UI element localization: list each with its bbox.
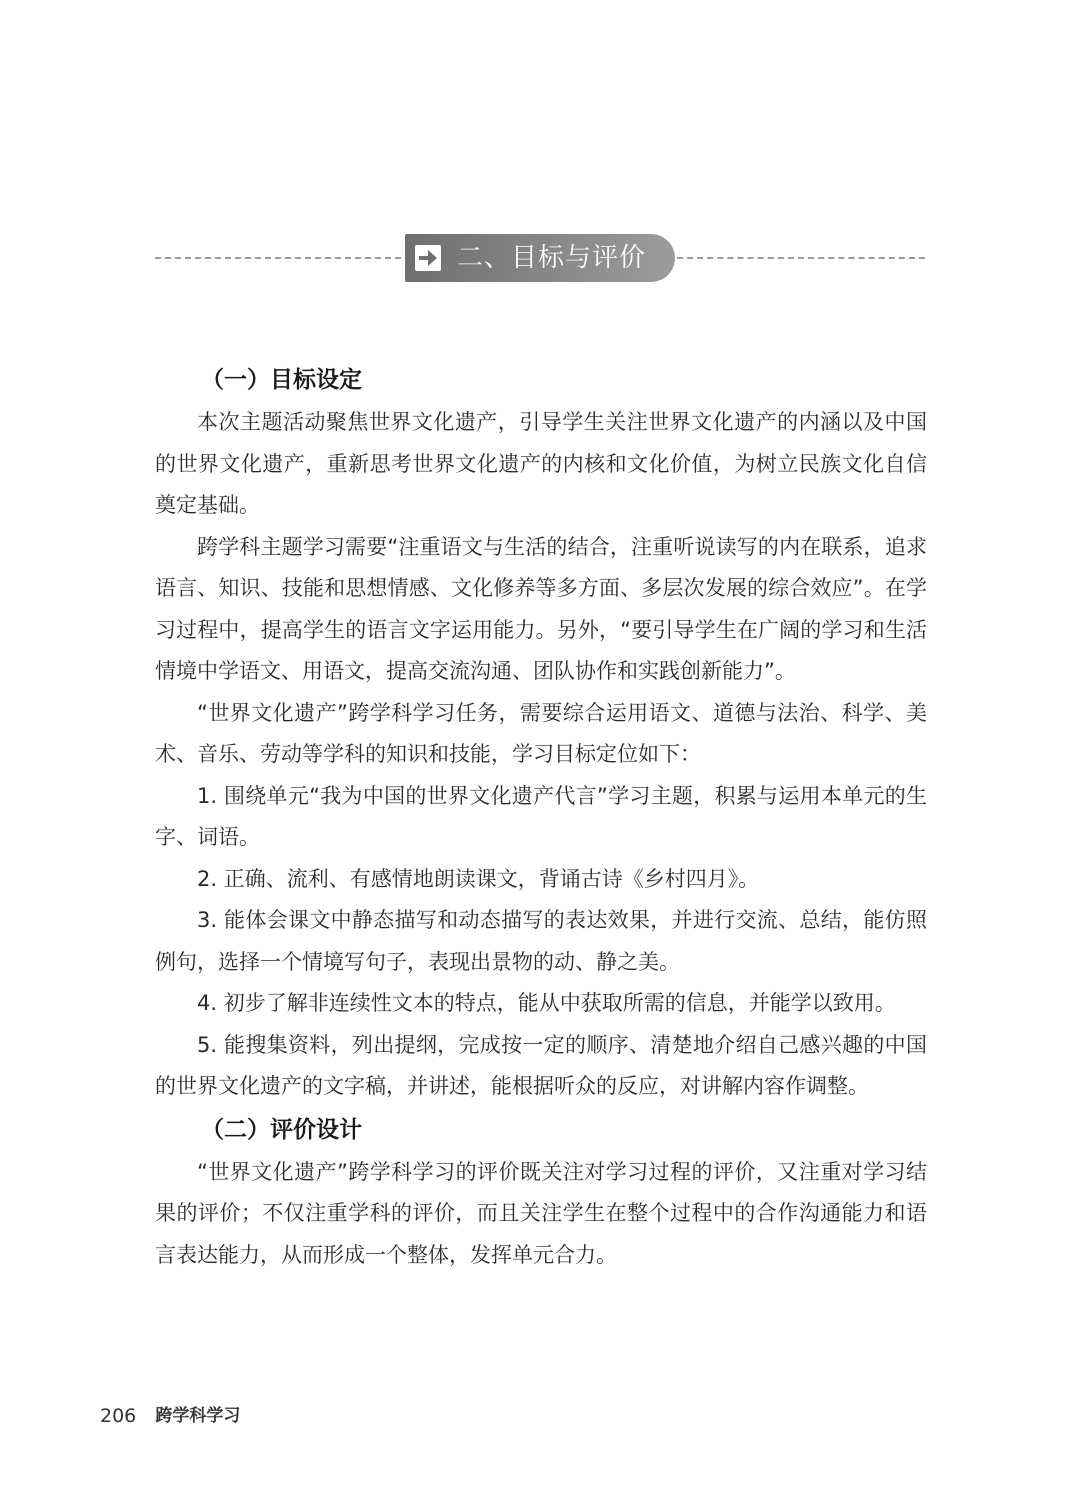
goal-item: 5. 能搜集资料，列出提纲，完成按一定的顺序、清楚地介绍自己感兴趣的中国的世界文化遗产的文字稿，并讲述，能根据听众的反应，对讲解内容作调整。 xyxy=(155,1032,927,1098)
page-content xyxy=(155,356,927,1276)
goal-item: 1. 围绕单元“我为中国的世界文化遗产代言”学习主题，积累与运用本单元的生字、词语。 xyxy=(155,783,927,849)
paragraph: “世界文化遗产”跨学科学习的评价既关注对学习过程的评价，又注重对学习结果的评价；不仅注重学科的评价，而且关注学生在整个过程中的合作沟通能力和语言表达能力，从而形成一个整体，发挥单元合力。 xyxy=(155,1159,927,1267)
dashed-divider-right xyxy=(677,257,925,259)
goal-item: 4. 初步了解非连续性文本的特点，能从中获取所需的信息，并能学以致用。 xyxy=(197,991,896,1015)
dashed-divider-left xyxy=(155,257,401,259)
paragraph: 本次主题活动聚焦世界文化遗产，引导学生关注世界文化遗产的内涵以及中国的世界文化遗产，重新思考世界文化遗产的内核和文化价值，为树立民族文化自信奠定基础。 xyxy=(155,410,927,517)
goal-item: 3. 能体会课文中静态描写和动态描写的表达效果，并进行交流、总结，能仿照例句，选择一个情境写句子，表现出景物的动、静之美。 xyxy=(155,908,927,974)
arrow-right-icon xyxy=(415,245,441,271)
page-footer xyxy=(100,1400,240,1430)
paragraph: 跨学科主题学习需要“注重语文与生活的结合，注重听说读写的内在联系，追求语言、知识、技能和思想情感、文化修养等多方面、多层次发展的综合效应”。在学习过程中，提高学生的语言文字运用能力。另外，“要引导学生在广阔的学习和生活情境中学语文、用语文，提高交流沟通、团队协作和实践创新能力”。 xyxy=(155,534,927,683)
goal-item: 2. 正确、流利、有感情地朗读课文，背诵古诗《乡村四月》。 xyxy=(197,866,760,891)
running-title: 跨学科学习 xyxy=(155,1405,241,1426)
section-banner-title: 二、目标与评价 xyxy=(457,243,647,273)
page-number: 206 xyxy=(100,1404,137,1427)
section-heading-goals: （一）目标设定 xyxy=(201,367,362,393)
section-banner-row xyxy=(155,234,925,282)
section-banner xyxy=(405,234,675,282)
paragraph: “世界文化遗产”跨学科学习任务，需要综合运用语文、道德与法治、科学、美术、音乐、劳动等学科的知识和技能，学习目标定位如下： xyxy=(155,700,927,766)
section-heading-evaluation: （二）评价设计 xyxy=(201,1116,362,1143)
